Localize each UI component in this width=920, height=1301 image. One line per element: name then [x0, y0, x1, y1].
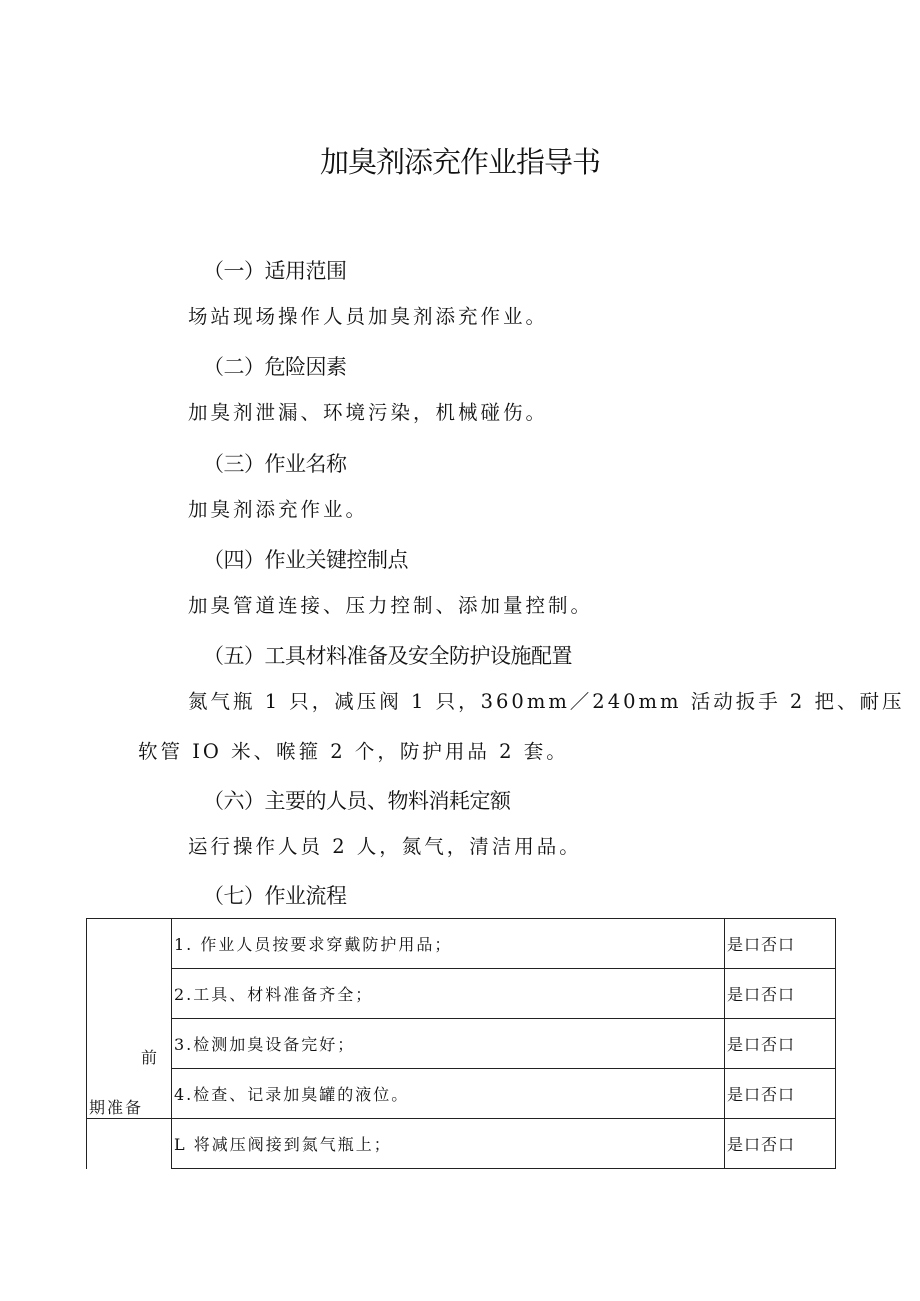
- category-label-part1: 前: [141, 1048, 158, 1067]
- section-heading-control-points: （四）作业关键控制点: [203, 548, 408, 572]
- section-body-scope: 场站现场操作人员加臭剂添充作业。: [188, 305, 549, 328]
- section-heading-hazards: （二）危险因素: [203, 355, 347, 379]
- table-row: [87, 919, 836, 969]
- category-cell-prep: [87, 919, 172, 1119]
- section-body-name: 加臭剂添充作业。: [188, 498, 369, 521]
- step-cell: L 将减压阀接到氮气瓶上；: [172, 1119, 725, 1169]
- check-cell[interactable]: 是口否口: [725, 969, 836, 1019]
- table-row: [87, 1119, 836, 1169]
- step-cell: 4.检查、记录加臭罐的液位。: [172, 1069, 725, 1119]
- section-heading-name: （三）作业名称: [203, 452, 347, 476]
- category-label-part2: 期准备: [89, 1098, 144, 1117]
- step-cell: 2.工具、材料准备齐全；: [172, 969, 725, 1019]
- check-cell[interactable]: 是口否口: [725, 1019, 836, 1069]
- category-cell-operation: [87, 1119, 172, 1169]
- check-cell[interactable]: 是口否口: [725, 1119, 836, 1169]
- section-body-tools-line2: 软管 IO 米、喉箍 2 个，防护用品 2 套。: [138, 740, 569, 763]
- process-table: [86, 918, 836, 1169]
- section-body-tools-line1: 氮气瓶 1 只，减压阀 1 只，360mm／240mm 活动扳手 2 把、耐压: [188, 690, 905, 713]
- check-cell[interactable]: 是口否口: [725, 919, 836, 969]
- check-cell[interactable]: 是口否口: [725, 1069, 836, 1119]
- table-row: [87, 1019, 836, 1069]
- section-body-quota: 运行操作人员 2 人，氮气，清洁用品。: [188, 835, 582, 858]
- section-heading-tools: （五）工具材料准备及安全防护设施配置: [203, 644, 572, 668]
- table-row: [87, 1069, 836, 1119]
- section-body-hazards: 加臭剂泄漏、环境污染，机械碰伤。: [188, 401, 549, 424]
- section-heading-scope: （一）适用范围: [203, 259, 347, 283]
- table-row: [87, 969, 836, 1019]
- section-heading-process: （七）作业流程: [203, 884, 347, 908]
- section-heading-quota: （六）主要的人员、物料消耗定额: [203, 789, 511, 813]
- document-title: 加臭剂添充作业指导书: [319, 145, 600, 179]
- step-cell: 1. 作业人员按要求穿戴防护用品；: [172, 919, 725, 969]
- section-body-control-points: 加臭管道连接、压力控制、添加量控制。: [188, 594, 594, 617]
- step-cell: 3.检测加臭设备完好；: [172, 1019, 725, 1069]
